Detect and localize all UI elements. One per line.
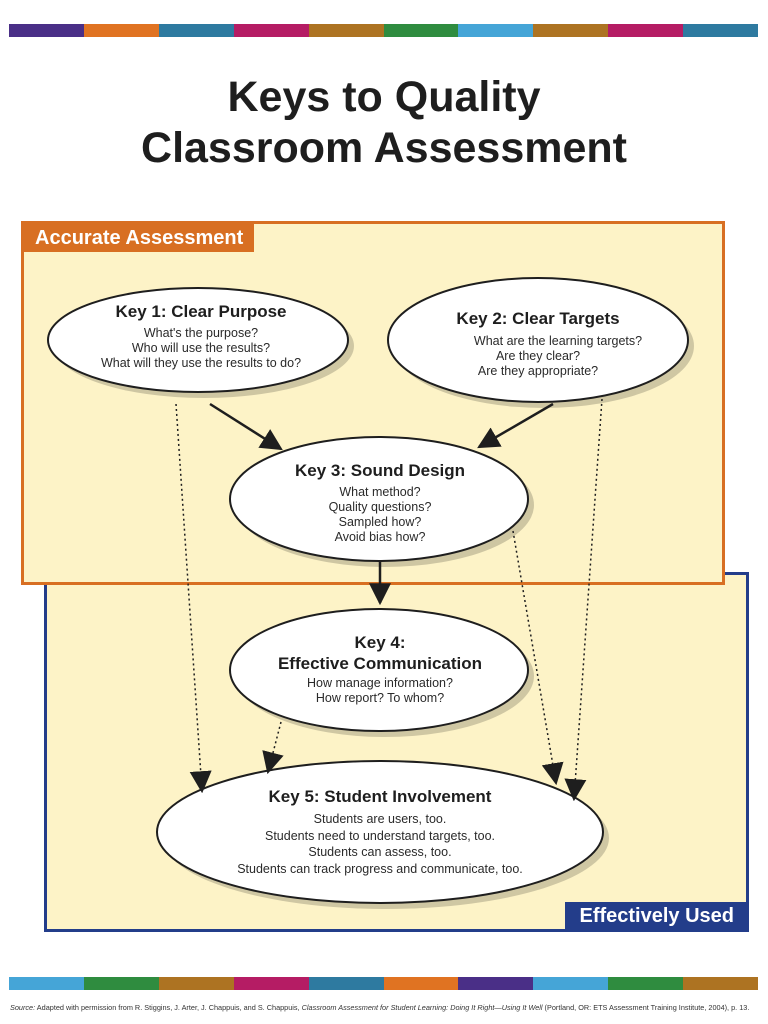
key1-question: What will they use the results to do? [100, 356, 302, 370]
key3-question: Sampled how? [338, 515, 422, 529]
source-label: Source: [10, 1003, 36, 1012]
key2-node [408, 308, 668, 379]
key5-statement: Students can track progress and communicate, too. [237, 861, 523, 876]
key5-node [180, 786, 580, 877]
key4-question: How report? To whom? [315, 691, 445, 705]
key5-statement: Students need to understand targets, too. [264, 828, 496, 843]
key3-question: What method? [339, 485, 421, 499]
key4-title-line-2: Effective Communication [277, 654, 483, 673]
arrow-key2-to-key3 [479, 404, 553, 447]
source-text-1: Adapted with permission from R. Stiggins, J. Arter, J. Chappuis, and S. Chappuis, [35, 1003, 302, 1012]
key4-title-line-1: Key 4: [354, 633, 406, 652]
title-line-2: Classroom Assessment [141, 124, 627, 172]
key4-question: How manage information? [307, 676, 453, 690]
key2-question: Are they appropriate? [477, 364, 599, 378]
key2-question: What are the learning targets? [473, 334, 643, 348]
key3-question: Avoid bias how? [334, 530, 426, 544]
key1-question: Who will use the results? [131, 341, 271, 355]
key1-node [68, 301, 334, 371]
arrow-key1-to-key3 [210, 404, 281, 449]
effectively-used-label: Effectively Used [565, 902, 748, 930]
key5-title: Key 5: Student Involvement [268, 787, 492, 806]
key4-node [249, 632, 511, 706]
key5-statement: Students can assess, too. [308, 845, 452, 859]
key3-node [249, 460, 511, 545]
key5-statement: Students are users, too. [313, 812, 447, 826]
key3-title: Key 3: Sound Design [294, 461, 466, 480]
dotted-arrow-key4-to-key5 [268, 722, 281, 772]
key2-question: Are they clear? [495, 349, 581, 363]
source-text-2: (Portland, OR: ETS Assessment Training Institute, 2004), p. 13. [542, 1003, 750, 1012]
key1-title: Key 1: Clear Purpose [115, 302, 287, 321]
key2-title: Key 2: Clear Targets [456, 309, 620, 328]
title-line-1: Keys to Quality [227, 73, 541, 121]
source-book-title: Classroom Assessment for Student Learning: Doing It Right—Using It Well [301, 1003, 543, 1012]
key1-question: What's the purpose? [143, 326, 259, 340]
accurate-assessment-label: Accurate Assessment [24, 224, 254, 252]
dotted-arrow-key1-to-key5 [176, 404, 202, 791]
key3-question: Quality questions? [328, 500, 432, 514]
dotted-arrow-key2-to-key5 [574, 399, 602, 799]
source-citation [10, 1003, 760, 1013]
